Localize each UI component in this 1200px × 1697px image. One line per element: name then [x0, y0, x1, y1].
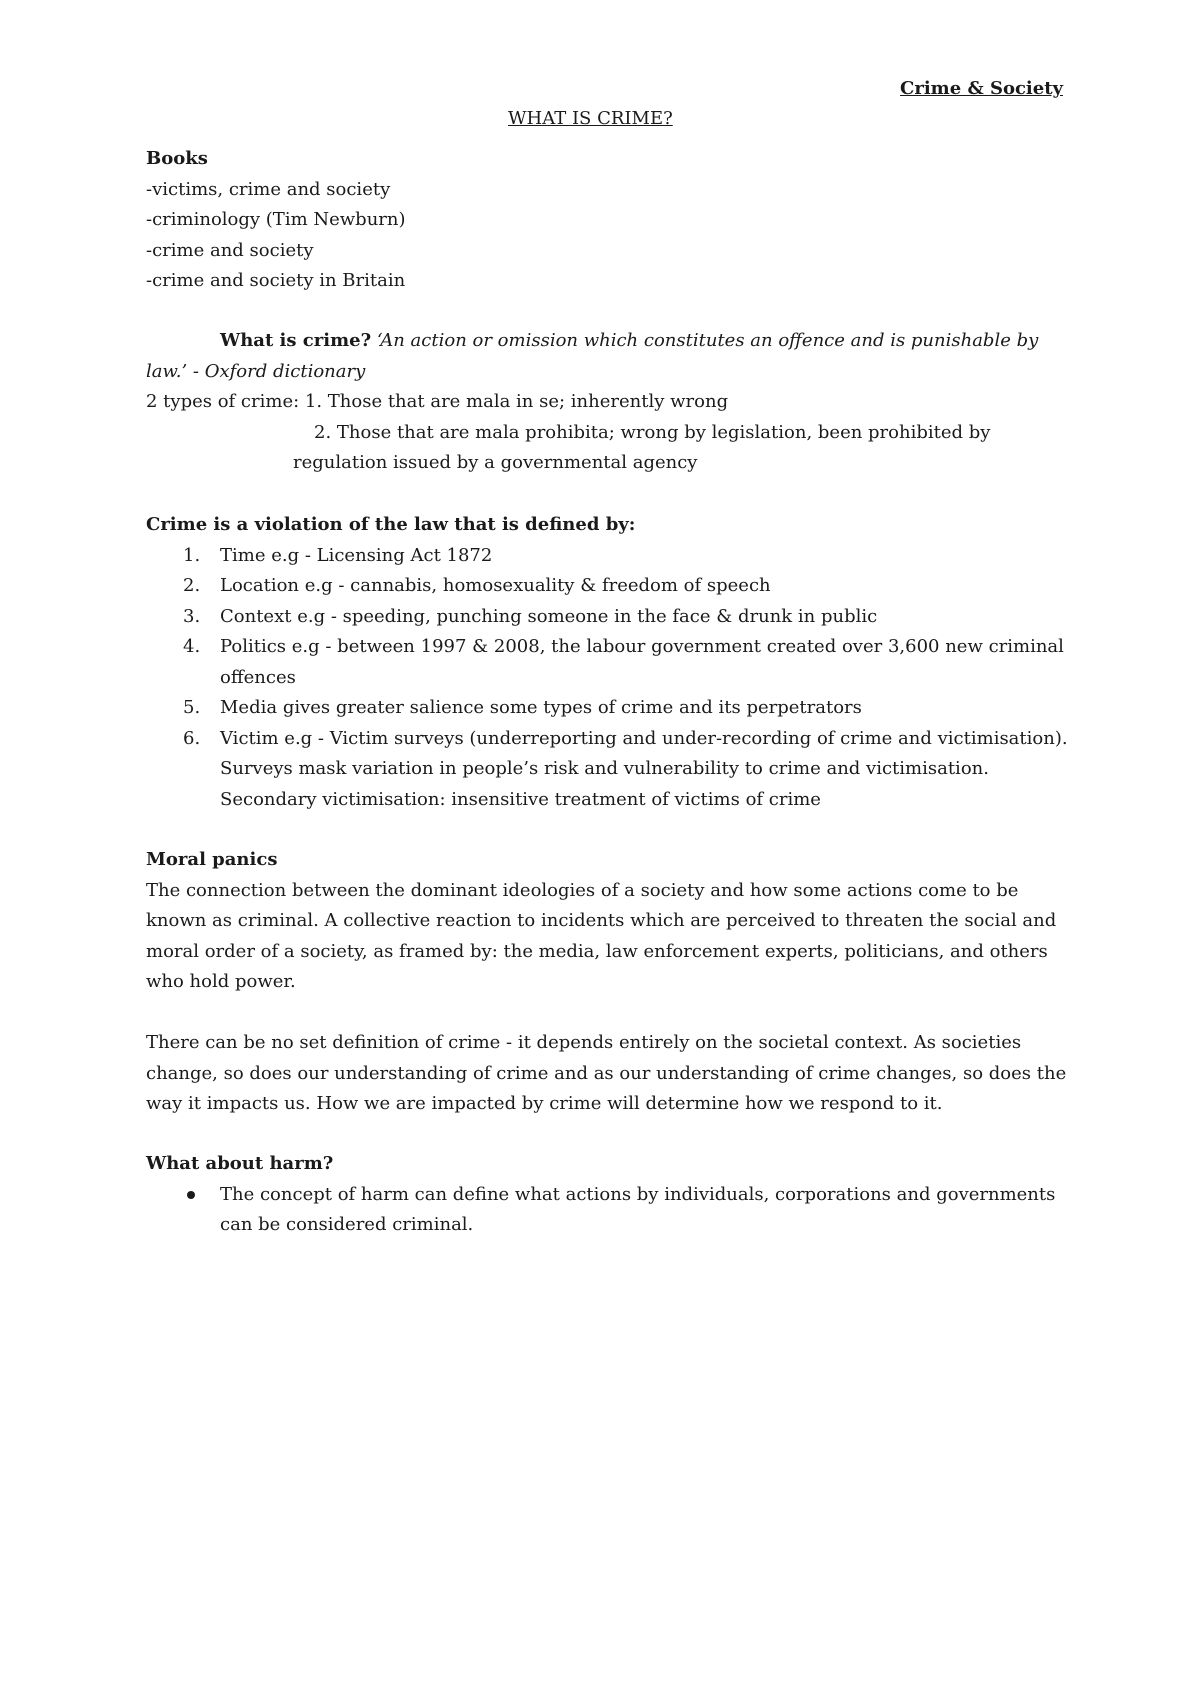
paragraph-line: The connection between the dominant ideologies of a society and how some actions come to be: [146, 879, 1019, 901]
context-paragraph: [146, 1028, 1066, 1120]
moral-panics-section: [146, 845, 1066, 998]
list-item: [146, 541, 1066, 572]
harm-list: [146, 1180, 1066, 1241]
crime-type-2: 2. Those that are mala prohibita; wrong by legislation, been prohibited by: [314, 421, 991, 443]
list-number: 6.: [183, 727, 201, 749]
books-section: [146, 144, 1066, 297]
paragraph-line: who hold power.: [146, 971, 296, 992]
list-item-text: Politics e.g - between 1997 & 2008, the labour government created over 3,600 new criminal: [220, 636, 1064, 657]
list-item: [146, 693, 1066, 724]
list-item-text: Location e.g - cannabis, homosexuality & freedom of speech: [220, 575, 771, 596]
course-title: Crime & Society: [900, 78, 1063, 99]
paragraph-line: change, so does our understanding of crime and as our understanding of crime changes, so does the: [146, 1062, 1067, 1084]
book-item: -crime and society: [146, 239, 314, 261]
paragraph-line: There can be no set definition of crime - it depends entirely on the societal context. As societies: [146, 1032, 1022, 1053]
book-item: -victims, crime and society: [146, 178, 391, 200]
definition-section: [146, 326, 1066, 479]
list-item-text: Time e.g - Licensing Act 1872: [220, 544, 493, 566]
harm-section: [146, 1149, 1066, 1241]
list-item-text: The concept of harm can define what actions by individuals, corporations and governments: [220, 1183, 1056, 1205]
paragraph-line: known as criminal. A collective reaction to incidents which are perceived to threaten the social and: [146, 910, 1057, 931]
crime-type-2-cont: regulation issued by a governmental agency: [293, 452, 698, 473]
book-item: -criminology (Tim Newburn): [146, 209, 406, 230]
violation-list: [146, 541, 1066, 816]
list-item: [146, 1180, 1066, 1241]
list-item: [146, 632, 1066, 693]
violation-heading: Crime is a violation of the law that is defined by:: [146, 514, 636, 535]
harm-heading: What about harm?: [146, 1153, 334, 1174]
list-item-text: Context e.g - speeding, punching someone in the face & drunk in public: [220, 605, 878, 627]
violation-section: [146, 510, 1066, 815]
definition-label: What is crime?: [220, 330, 372, 351]
definition-line: [146, 326, 1066, 357]
paragraph-line: moral order of a society, as framed by: the media, law enforcement experts, politicians, and others: [146, 940, 1048, 962]
list-item-text: Surveys mask variation in people’s risk and vulnerability to crime and victimisation.: [220, 758, 989, 779]
books-heading: Books: [146, 148, 208, 169]
list-number: 5.: [183, 697, 201, 718]
moral-panics-heading: Moral panics: [146, 849, 278, 870]
list-number: 2.: [183, 575, 201, 596]
list-item: [146, 571, 1066, 602]
list-item-text: Victim e.g - Victim surveys (underreporting and under-recording of crime and victimisation).: [220, 727, 1068, 749]
list-number: 1.: [183, 544, 201, 566]
page-title: WHAT IS CRIME?: [508, 108, 673, 129]
bullet-icon: [187, 1191, 195, 1199]
list-item: [146, 724, 1066, 816]
list-item-text: Secondary victimisation: insensitive treatment of victims of crime: [220, 788, 821, 810]
crime-types-intro: 2 types of crime: 1. Those that are mala in se; inherently wrong: [146, 391, 729, 412]
definition-quote-cont: law.’ - Oxford dictionary: [146, 360, 366, 382]
list-item-text: Media gives greater salience some types of crime and its perpetrators: [220, 697, 862, 718]
paragraph-line: way it impacts us. How we are impacted by crime will determine how we respond to it.: [146, 1093, 943, 1114]
list-item-text: can be considered criminal.: [220, 1214, 474, 1235]
definition-quote: ‘An action or omission which constitutes an offence and is punishable by: [371, 330, 1039, 351]
book-item: -crime and society in Britain: [146, 270, 406, 291]
list-item-text: offences: [220, 666, 296, 688]
list-number: 4.: [183, 636, 201, 657]
list-number: 3.: [183, 605, 201, 627]
list-item: [146, 602, 1066, 633]
